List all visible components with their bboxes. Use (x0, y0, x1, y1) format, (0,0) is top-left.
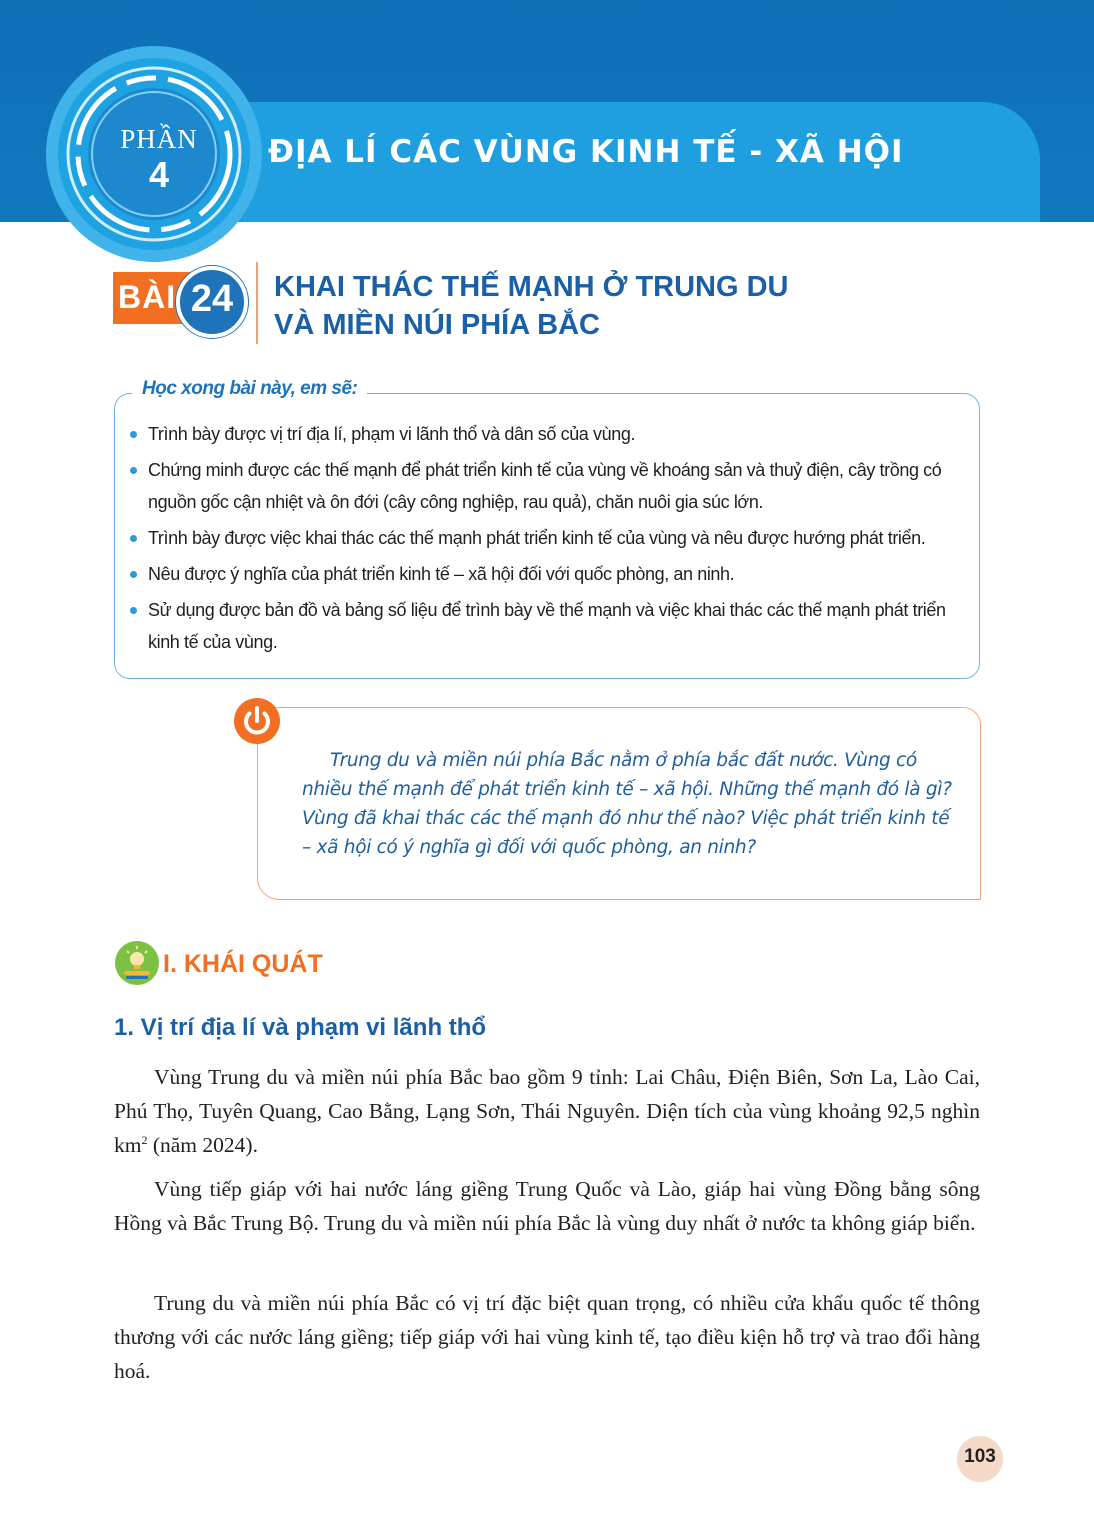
lesson-divider (256, 262, 258, 344)
bullet-icon (130, 607, 137, 614)
bullet-icon (130, 431, 137, 438)
objectives-heading-wrap (132, 378, 367, 400)
part-number: 4 (148, 154, 170, 195)
objective-item: Trình bày được việc khai thác các thế mạnh phát triển kinh tế của vùng và nêu được hướng phát triển. (128, 522, 968, 554)
objective-item: Trình bày được vị trí địa lí, phạm vi lãnh thổ và dân số của vùng. (128, 418, 968, 450)
part-word: PHẦN (120, 124, 198, 154)
paragraph-3: Trung du và miền núi phía Bắc có vị trí đặc biệt quan trọng, có nhiều cửa khẩu quốc tế thông thương với các nước láng giềng; tiếp giáp với hai vùng kinh tế, tạo điều kiện hỗ trợ và trao đổi hàng hoá. (114, 1291, 980, 1383)
bullet-icon (130, 467, 137, 474)
objective-item: Chứng minh được các thế mạnh để phát triển kinh tế của vùng về khoáng sản và thuỷ điện, cây trồng có nguồn gốc cận nhiệt và ôn đới (cây công nghiệp, rau quả), chăn nuôi gia súc lớn. (128, 454, 968, 518)
paragraph-2: Vùng tiếp giáp với hai nước láng giềng Trung Quốc và Lào, giáp hai vùng Đồng bằng sông Hồng và Bắc Trung Bộ. Trung du và miền núi phía Bắc là vùng duy nhất ở nước ta không giáp biển. (114, 1177, 980, 1235)
bullet-icon (130, 571, 137, 578)
lesson-label: BÀI (118, 279, 177, 315)
page-number: 103 (964, 1446, 996, 1467)
bullet-icon (130, 535, 137, 542)
lesson-number: 24 (190, 278, 234, 320)
objective-item: Nêu được ý nghĩa của phát triển kinh tế – xã hội đối với quốc phòng, an ninh. (128, 558, 968, 590)
objectives-heading: Học xong bài này, em sẽ: (142, 378, 358, 399)
intro-text: Trung du và miền núi phía Bắc nằm ở phía bắc đất nước. Vùng có nhiều thế mạnh để phát triển kinh tế – xã hội. Những thế mạnh đó là gì? Vùng đã khai thác các thế mạnh đó như thế nào? Việc phát triển kinh tế – xã hội có ý nghĩa gì đối với quốc phòng, an ninh? (302, 750, 952, 858)
power-icon (233, 697, 281, 745)
section-title: I. KHÁI QUÁT (163, 950, 323, 978)
paragraph-1: Vùng Trung du và miền núi phía Bắc bao gồm 9 tỉnh: Lai Châu, Điện Biên, Sơn La, Lào Cai, Phú Thọ, Tuyên Quang, Cao Bằng, Lạng Sơn, Thái Nguyên. Diện tích của vùng khoảng 92,5 nghìn $km^2$ (năm 2024). (114, 1065, 980, 1157)
lesson-title-line1: KHAI THÁC THẾ MẠNH Ở TRUNG DU (274, 271, 789, 303)
lesson-title-line2: VÀ MIỀN NÚI PHÍA BẮC (274, 309, 600, 341)
objectives-list (128, 418, 968, 662)
objective-item: Sử dụng được bản đồ và bảng số liệu để trình bày về thế mạnh và việc khai thác các thế mạnh phát triển kinh tế của vùng. (128, 594, 968, 658)
subsection-title: 1. Vị trí địa lí và phạm vi lãnh thổ (114, 1014, 487, 1041)
lesson-title (274, 268, 788, 344)
part-title: ĐỊA LÍ CÁC VÙNG KINH TẾ - XÃ HỘI (268, 134, 904, 170)
lightbulb-icon (114, 940, 160, 986)
